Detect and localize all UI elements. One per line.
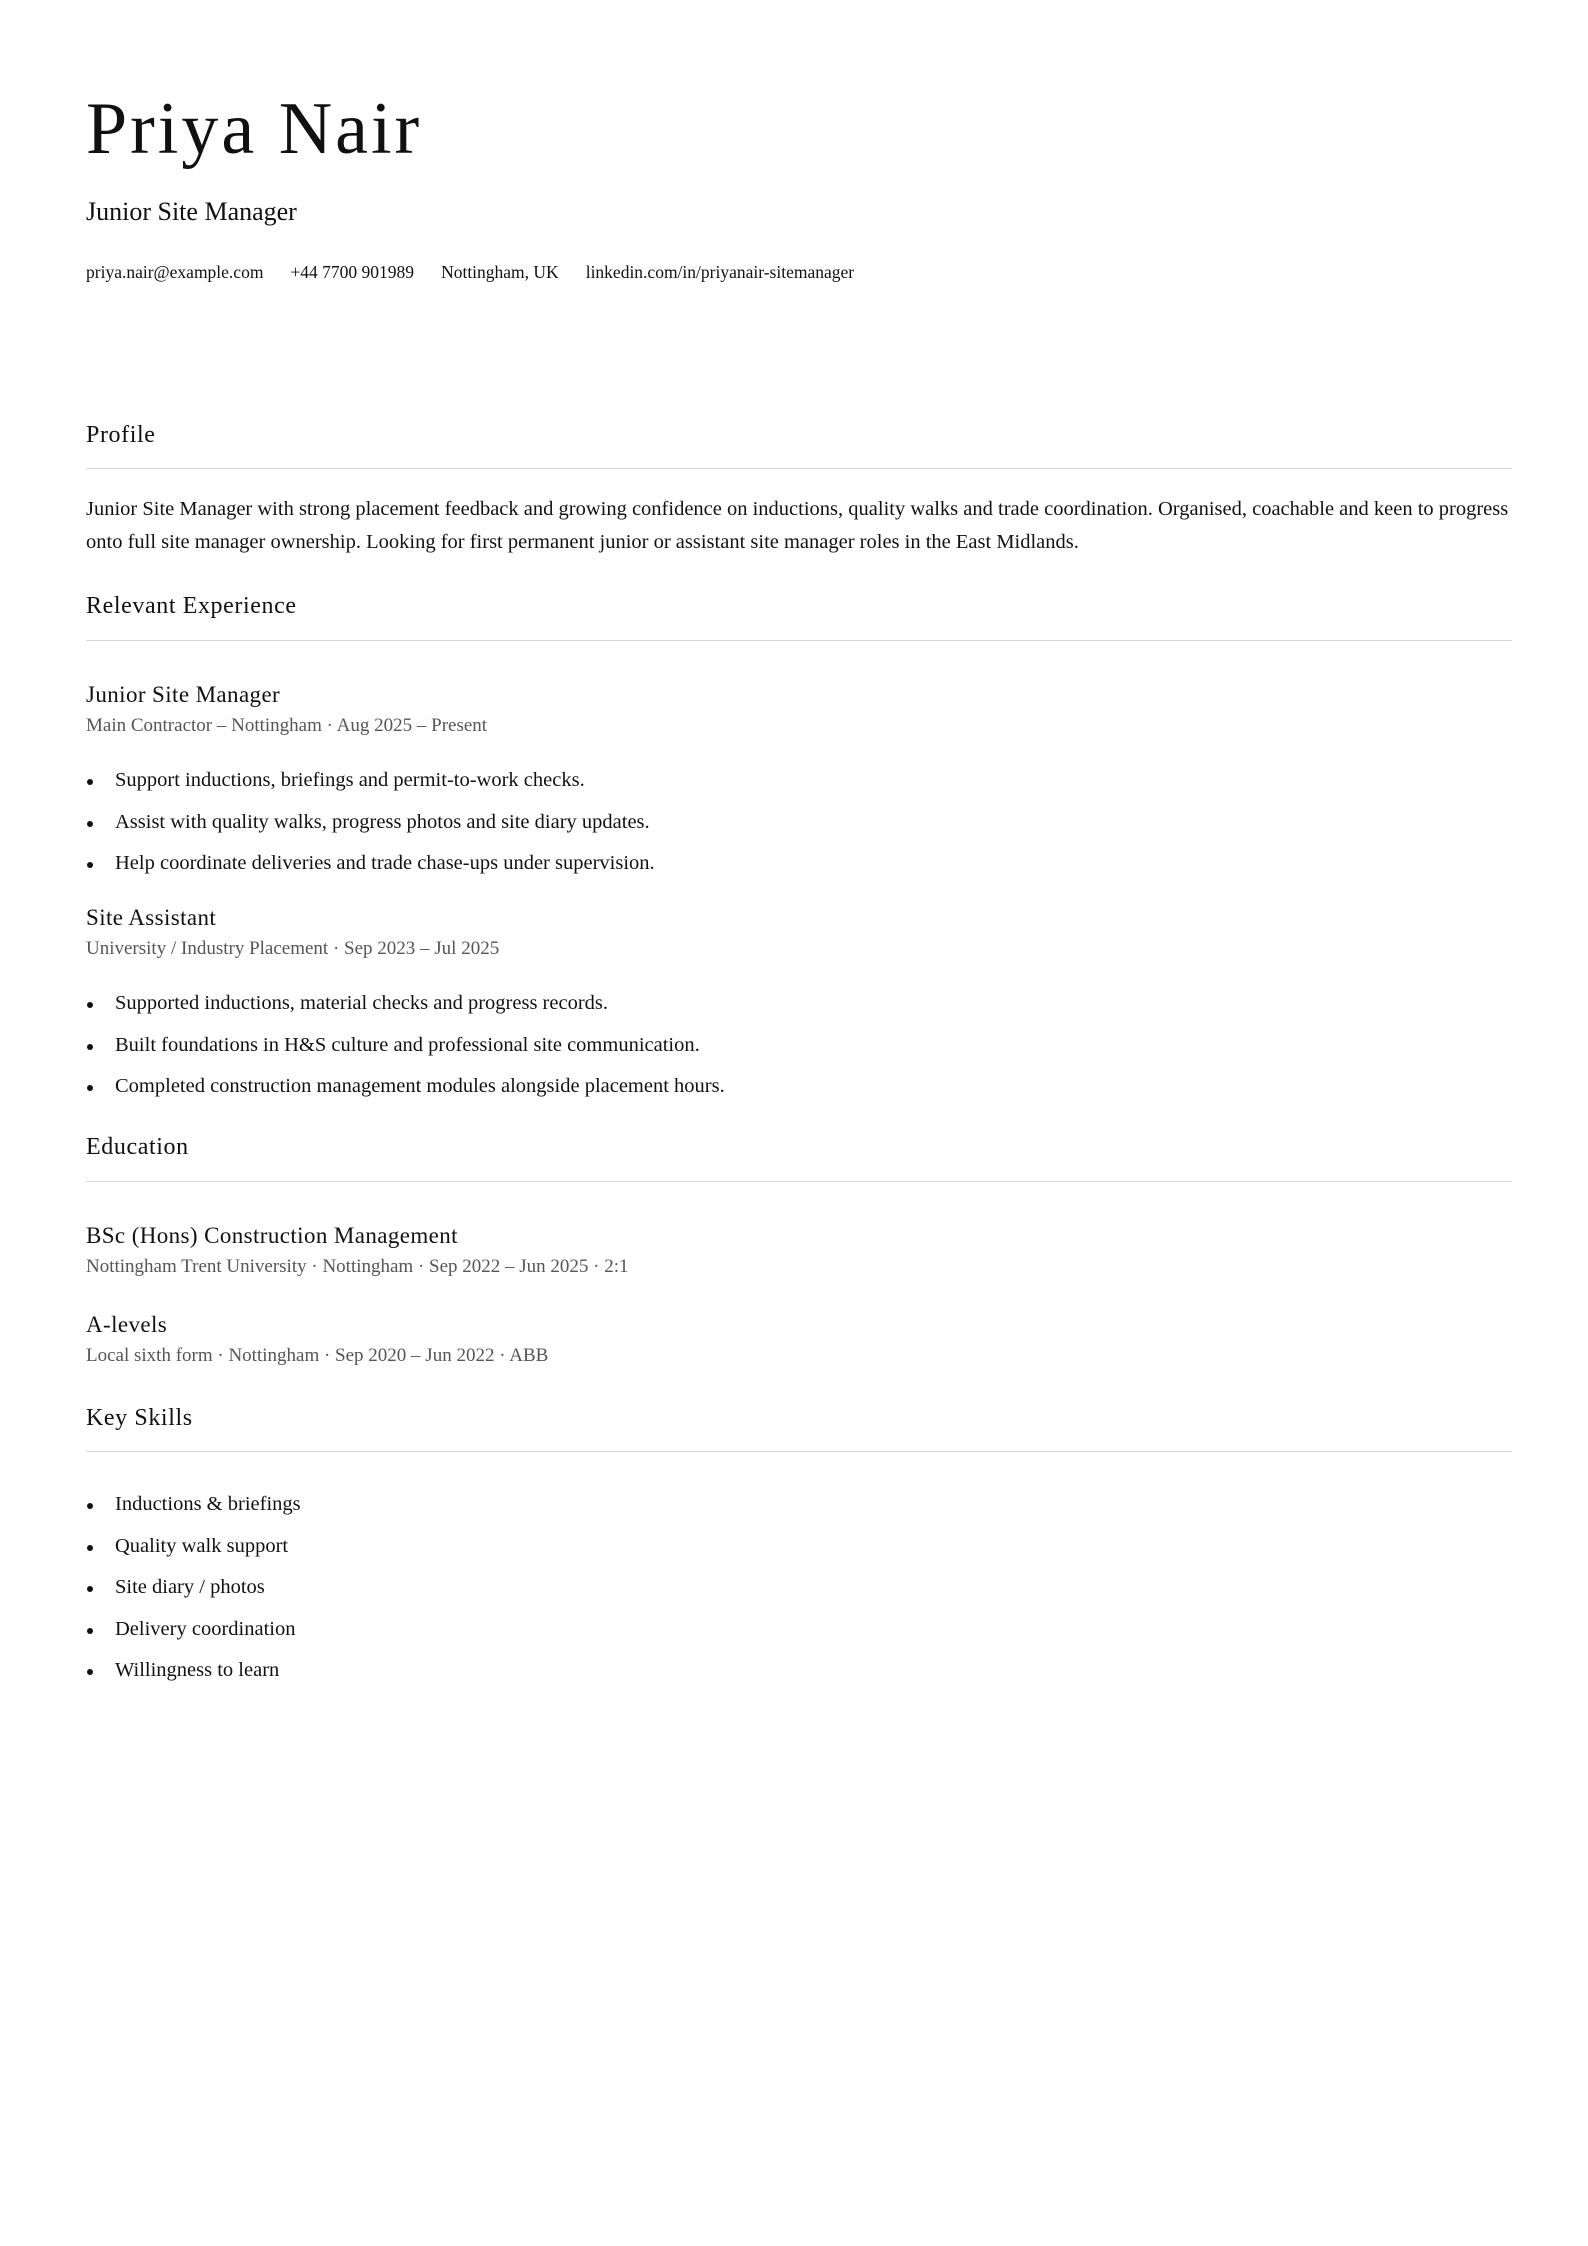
- job-meta: Main Contractor – Nottingham · Aug 2025 – Present: [86, 715, 488, 736]
- list-item: Help coordinate deliveries and trade chase-ups under supervision.: [86, 843, 655, 885]
- education-title: BSc (Hons) Construction Management: [86, 1223, 458, 1248]
- list-item: Completed construction management modules alongside placement hours.: [86, 1066, 725, 1108]
- education-meta: Nottingham Trent University · Nottingham · Sep 2022 – Jun 2025 · 2:1: [86, 1256, 629, 1277]
- section-divider: [86, 1451, 1512, 1452]
- list-item: Quality walk support: [86, 1526, 301, 1568]
- section-divider: [86, 1181, 1512, 1182]
- job-title-heading: Junior Site Manager: [86, 682, 281, 707]
- job-title: Junior Site Manager: [86, 197, 297, 226]
- list-item: Supported inductions, material checks and progress records.: [86, 983, 725, 1025]
- list-item: Inductions & briefings: [86, 1484, 301, 1526]
- education-title: A-levels: [86, 1312, 168, 1337]
- job-meta: University / Industry Placement · Sep 2023 – Jul 2025: [86, 938, 500, 959]
- job-title-heading: Site Assistant: [86, 905, 217, 930]
- list-item: Willingness to learn: [86, 1650, 301, 1692]
- candidate-name: Priya Nair: [86, 88, 423, 170]
- skills-list: [86, 1484, 301, 1692]
- contact-email[interactable]: priya.nair@example.com: [86, 262, 264, 282]
- contact-phone[interactable]: +44 7700 901989: [290, 262, 415, 282]
- profile-summary: Junior Site Manager with strong placement feedback and growing confidence on inductions, quality walks and trade coordination. Organised, coachable and keen to progress onto full site manager ownership. Looking for first permanent junior or assistant site manager roles in the East Midlands.: [86, 498, 1509, 553]
- section-heading-profile: Profile: [86, 422, 156, 448]
- section-heading-skills: Key Skills: [86, 1405, 193, 1431]
- education-meta: Local sixth form · Nottingham · Sep 2020 – Jun 2022 · ABB: [86, 1345, 549, 1366]
- section-divider: [86, 468, 1512, 469]
- list-item: Built foundations in H&S culture and professional site communication.: [86, 1025, 725, 1067]
- job-bullets: [86, 760, 655, 885]
- contact-linkedin[interactable]: linkedin.com/in/priyanair-sitemanager: [585, 262, 855, 282]
- list-item: Site diary / photos: [86, 1567, 301, 1609]
- contact-location: Nottingham, UK: [441, 262, 559, 282]
- list-item: Support inductions, briefings and permit-to-work checks.: [86, 760, 655, 802]
- section-heading-experience: Relevant Experience: [86, 593, 297, 619]
- job-bullets: [86, 983, 725, 1108]
- list-item: Assist with quality walks, progress photos and site diary updates.: [86, 802, 655, 844]
- list-item: Delivery coordination: [86, 1609, 301, 1651]
- contact-line: [86, 262, 881, 283]
- section-divider: [86, 640, 1512, 641]
- section-heading-education: Education: [86, 1134, 189, 1160]
